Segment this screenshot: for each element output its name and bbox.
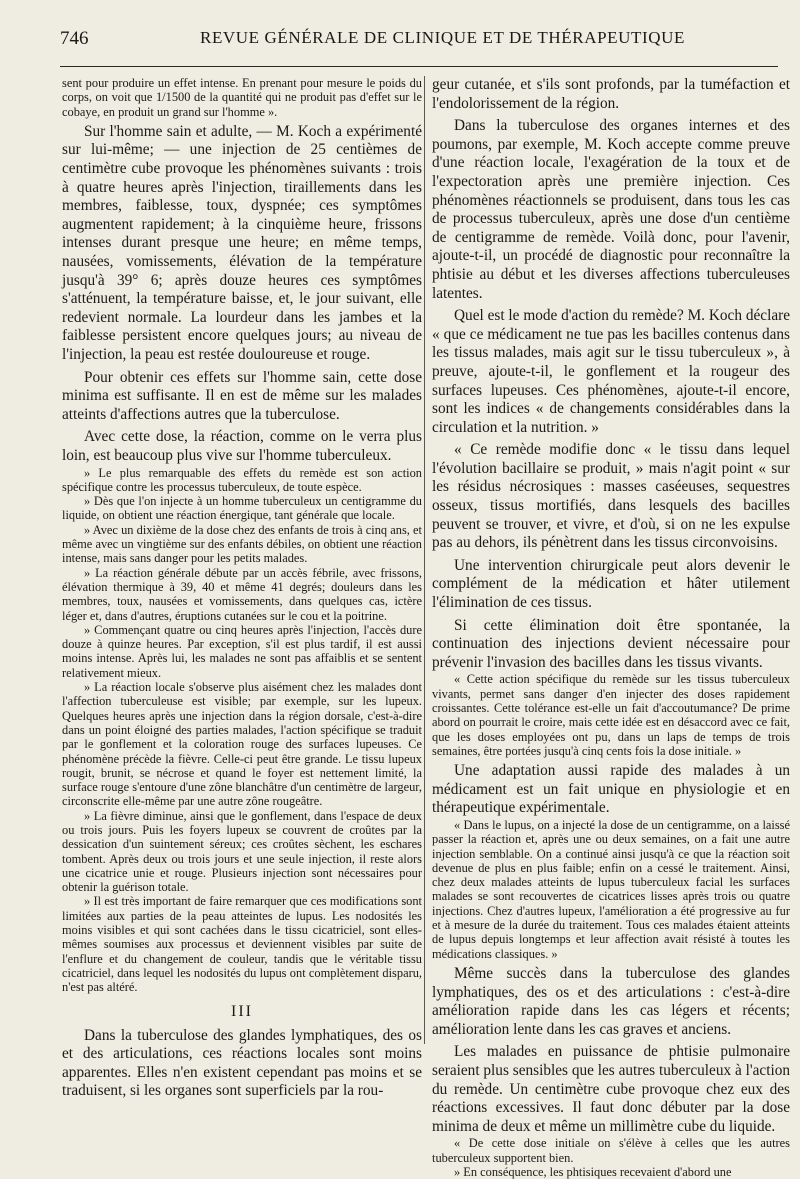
paragraph: » La fièvre diminue, ainsi que le gonflement, dans l'espace de deux ou trois jours. Puis les foyers lupeux se couvrent de croûtes par la dessication d'un suintement séreux; ces croûtes sèchent, les eschares tombent. Après deux ou trois jours et une seule injection, il reste alors une cicatrice unie et rouge. Plusieurs injection sont nécessaires pour obtenir la guérison totale. (62, 808, 422, 895)
paragraph: » En conséquence, les phtisiques recevaient d'abord une (454, 1164, 732, 1179)
paragraph: Sur l'homme sain et adulte, — M. Koch a expérimenté sur lui-même; — une injection de 25 centièmes de centimètre cube provoque les phénomènes suivants : trois à quatre heures après l'injection, tiraillements dans les membres, faiblesse, toux, dyspnée; ces symptômes augmentent rapidement; à la cinquième heure, frissons intenses durant presque une heure; en même temps, nausées, vomissements, élévation de la température jusqu'à 39° 6; après douze heures ces symptômes s'atténuent, la température baisse, et, le jour suivant, elle redevient normale. La lourdeur dans les jambes et la faiblesse persistent encore quelques jours; au niveau de l'injection, la peau est restée douloureuse et rouge. (62, 122, 422, 364)
paragraph: « Cette action spécifique du remède sur les tissus tuberculeux vivants, permet sans danger d'en injecter des doses rapidement croissantes. Cette tolérance est-elle un fait d'accoutumance? De prime abord on pourrait le croire, mais cette idée est en désaccord avec ce fait, que les doses employées ont pu, dans un laps de temps de trois semaines, être portées jusqu'à cinq cents fois la dose initiale. » (432, 672, 790, 758)
paragraph: » Dès que l'on injecte à un homme tuberculeux un centigramme du liquide, on obtient une réaction énergique, tant générale que locale. (62, 494, 422, 523)
left-column (62, 76, 422, 1101)
right-column (432, 76, 790, 1179)
paragraph: « De cette dose initiale on s'élève à celles que les autres tuberculeux supportent bien. (432, 1136, 790, 1165)
paragraph: Dans la tuberculose des glandes lymphatiques, des os et des articulations, ces réactions locales sont moins apparentes. Elles n'en existent cependant pas moins et se traduisent, si les organes sont superficiels par la rou- (62, 1026, 422, 1100)
paragraph: Pour obtenir ces effets sur l'homme sain, cette dose minima est suffisante. Il en est de même sur les malades atteints d'affections autres que la tuberculose. (62, 368, 422, 423)
paragraph: » La réaction générale débute par un accès fébrile, avec frissons, élévation thermique à 39, 40 et même 41 degrés; douleurs dans les membres, toux, nausées et vomissements, dans quelques cas, ictère léger et, dans d'autres, éruptions cutanées sur le cou et la poitrine. (62, 565, 422, 623)
header-rule (60, 66, 778, 67)
paragraph: geur cutanée, et s'ils sont profonds, par la tuméfaction et l'endolorissement de la région. (432, 76, 790, 112)
paragraph: » Commençant quatre ou cinq heures après l'injection, l'accès dure douze à quinze heures. Par exception, s'il est plus tardif, il est aussi moins intense. Après lui, les malades ne sont pas affaiblis et se sentent relativement mieux. (62, 622, 422, 680)
paragraph: Les malades en puissance de phtisie pulmonaire seraient plus sensibles que les autres tuberculeux à l'action du remède. Un centimètre cube provoque chez eux des réactions excessives. Il faut donc débuter par la dose minima de deux et même un millimètre cube du liquide. (432, 1043, 790, 1135)
paragraph: » Il est très important de faire remarquer que ces modifications sont limitées aux parties de la peau atteintes de lupus. Les nodosités les moins visibles et qui sont cachées dans le tissu cicatriciel, sont elles-mêmes soumises aux processus et deviennent visibles par suite de l'enflure et du changement de couleur, tandis que le véritable tissu cicatriciel, dans lequel les nodosités du lupus ont complètement disparu, n'est pas altéré. (62, 894, 422, 995)
paragraph: Avec cette dose, la réaction, comme on le verra plus loin, est beaucoup plus vive sur l'homme tuberculeux. (62, 428, 422, 464)
paragraph: Quel est le mode d'action du remède? M. Koch déclare « que ce médicament ne tue pas les bacilles contenus dans les tissus malades, mais agit sur le tissu tuberculeux », à preuve, ajoute-t-il, le gonflement et la rougeur des surfaces lupeuses. Ces phénomènes, ajoute-t-il encore, sont les indices « de changements considérables dans la circulation et la nutrition. » (432, 307, 790, 436)
paragraph: » Avec un dixième de la dose chez des enfants de trois à cinq ans, et même avec un vingtième sur des enfants débiles, on obtient une réaction intense, mais sans danger pour les petits malades. (62, 522, 422, 566)
paragraph: Si cette élimination doit être spontanée, la continuation des injections devient nécessaire pour prévenir l'invasion des bacilles dans les tissus vivants. (432, 616, 790, 671)
paragraph: Une intervention chirurgicale peut alors devenir le complément de la médication et hâter utilement l'élimination de ces tissus. (432, 556, 790, 612)
paragraph: « Dans le lupus, on a injecté la dose de un centigramme, on a laissé passer la réaction et, après une ou deux semaines, on a fait une autre injection semblable. On a continué ainsi jusqu'à ce que la réaction soit devenue de plus en plus faible; enfin on a cessé le traitement. Ainsi, chez deux malades atteints de lupus tuberculeux facial les surfaces malades se sont recouvertes de cicatrices lisses après trois ou quatre injections. Chez d'autres lupeux, l'amélioration a été progressive au fur et à mesure de la durée du traitement. Tous ces malades étaient atteints de lupus depuis longtemps et leur affection avait résisté à toutes les médications classiques. » (432, 817, 790, 961)
section-heading: III (231, 1002, 253, 1020)
paragraph: Une adaptation aussi rapide des malades à un médicament est un fait unique en physiologie et en thérapeutique expérimentale. (432, 762, 790, 817)
paragraph: Dans la tuberculose des organes internes et des poumons, par exemple, M. Koch accepte comme preuve d'une réaction locale, l'exagération de la toux et de l'expectoration après une première injection. Ces phénomènes réactionnels se produisent, dans tous les cas de processus tuberculeux, après une dose d'un centième de centigramme de remède. Voilà donc, pour l'avenir, ajoute-t-il, un procédé de diagnostic pour reconnaître la phtisie au début et les diverses affections tuberculeuses latentes. (432, 117, 790, 302)
running-header (60, 24, 780, 58)
paragraph: sent pour produire un effet intense. En prenant pour mesure le poids du corps, on voit que 1/1500 de la quantité qui ne produit pas d'effet sur le cobaye, en produit un grand sur l'homme ». (62, 76, 422, 119)
paragraph: Même succès dans la tuberculose des glandes lymphatiques, des os et des articulations : c'est-à-dire amélioration rapide dans les cas légers et récents; amélioration lente dans les cas graves et anciens. (432, 964, 790, 1038)
journal-title: REVUE GÉNÉRALE DE CLINIQUE ET DE THÉRAPEUTIQUE (200, 28, 685, 47)
paragraph: » Le plus remarquable des effets du remède est son action spécifique contre les processus tuberculeux, de toute espèce. (62, 465, 422, 494)
column-divider (424, 76, 425, 1044)
page-number: 746 (60, 28, 89, 49)
paragraph: « Ce remède modifie donc « le tissu dans lequel l'évolution bacillaire se produit, » mais n'agit point « sur les résidus nécrosiques : masses caséeuses, sequestres osseux, tissus mortifiés, dans lesquels des bacilles peuvent se trouver, et vivre, et d'où, si on ne les expulse pas au dehors, ils pénètrent dans les tissus circonvoisins. (432, 441, 790, 552)
paragraph: » La réaction locale s'observe plus aisément chez les malades dont l'affection tuberculeuse est visible; par exemple, sur les lupeux. Quelques heures après une injection dans la région dorsale, c'est-à-dire dans un point éloigné des parties malades, l'action spécifique se traduit par le gonflement et la coloration rouge des surfaces lupeuses. Ce phénomène précède la fièvre. Celle-ci peut être grande. Le tissu lupeux rougit, brunit, se nécrose et quand le foyer est nettement limité, la surface rouge s'entoure d'une zône blanchâtre d'un centimètre de largeur, circonscrite elle-même par une autre zône rougeâtre. (62, 680, 422, 809)
